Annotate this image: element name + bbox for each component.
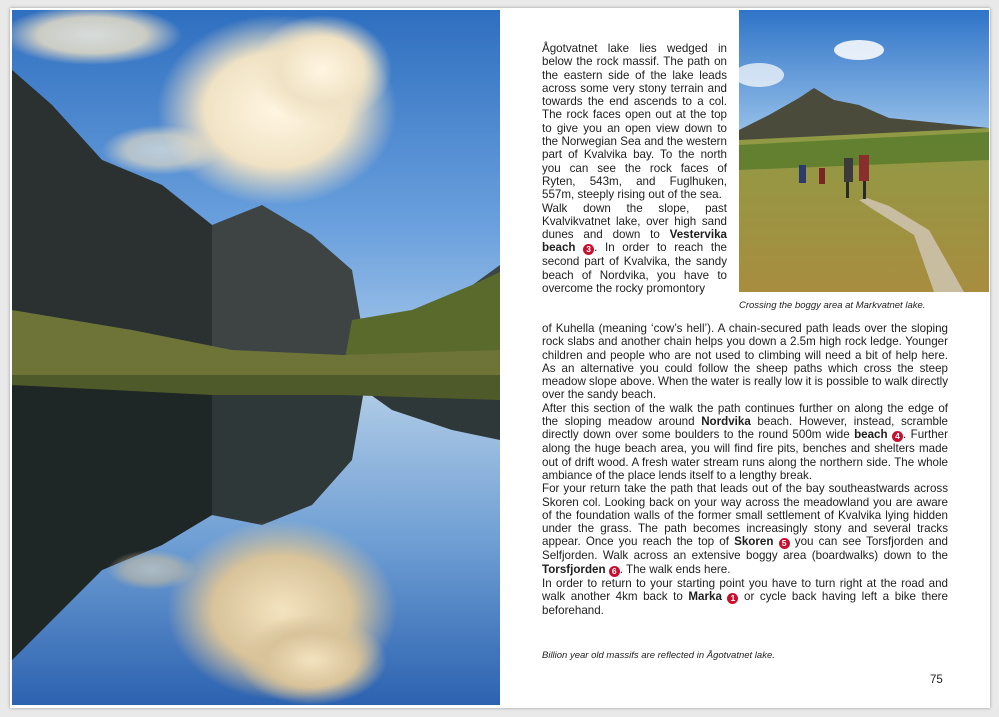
- paragraph-2: [542, 202, 727, 296]
- hikers-boardwalk-photo: [739, 10, 989, 292]
- paragraph-4: [542, 482, 948, 576]
- paragraph-1: Ågotvatnet lake lies wedged in below the rock massif. The path on the eastern side of the lake leads across some very stony terrain and towards the end ascends to a col. The rock faces open out at the top to give you an open view down to the Norwegian Sea and the western part of Kvalvika bay. To the north you can see the rock faces of Ryten, 543m, and Fuglhuken, 557m, steeply rising out of the sea.: [542, 42, 727, 202]
- photo-caption-top: Crossing the boggy area at Markvatnet lake.: [739, 300, 926, 311]
- lake-reflection-photo: [12, 10, 500, 705]
- body-text-narrow-column: [542, 42, 727, 295]
- waypoint-marker: 1: [727, 593, 738, 604]
- body-text-wide-column: [542, 322, 948, 617]
- photo-caption-bottom: Billion year old massifs are reflected in Ågotvatnet lake.: [542, 650, 775, 661]
- text-span: Walk down the slope, past Kvalvikvatnet lake, over high sand dunes and down to: [542, 201, 727, 242]
- place-name: Torsfjorden: [542, 562, 606, 576]
- place-name: Nordvika: [701, 415, 751, 429]
- place-name: Marka: [688, 590, 722, 604]
- waypoint-marker: 3: [583, 244, 594, 255]
- waypoint-marker: 5: [779, 538, 790, 549]
- text-span: or cycle back having left a bike there beforehand.: [542, 590, 948, 618]
- paragraph-3: [542, 402, 948, 482]
- text-span: After this section of the walk the path continues further on along the edge of the sloping meadow around: [542, 401, 948, 429]
- page-number: 75: [930, 674, 943, 686]
- text-span: In order to return to your starting point you have to turn right at the road and walk another 4km back to: [542, 576, 948, 604]
- text-span: . In order to reach the second part of Kvalvika, the sandy beach of Nordvika, you have to overcome the rocky promontory: [542, 241, 727, 296]
- place-name: Skoren: [734, 535, 774, 549]
- waypoint-marker: 4: [892, 431, 903, 442]
- text-span: beach. However, instead, scramble directly down over some boulders to the round 500m wide: [542, 415, 948, 442]
- text-span: . Further along the huge beach area, you will find fire pits, benches and shelters made out of drift wood. A fresh water stream runs along the northern side. The whole ambiance of the place lends itself to a lengthy break.: [542, 428, 948, 482]
- place-name: beach: [854, 428, 888, 442]
- waypoint-marker: 6: [609, 566, 620, 577]
- place-name: Vestervika beach: [542, 228, 727, 255]
- text-span: For your return take the path that leads out of the bay southeastwards across Skoren col. Looking back on your way across the meadowland you are aware of the foundation walls of the former small settlement of Kvalvika lying hidden under the grass. The path becomes increasingly stony and several tracks appear. Once you reach the top of: [542, 482, 948, 549]
- paragraph-5: [542, 577, 948, 618]
- text-span: . The walk ends here.: [619, 562, 731, 576]
- text-span: you can see Torsfjorden and Selfjorden. Walk across an extensive boggy area (boardwalks) down to the: [542, 535, 948, 563]
- paragraph-2-continued: of Kuhella (meaning ‘cow’s hell’). A chain-secured path leads over the sloping rock slabs and another chain helps you down a 2.5m high rock ledge. Younger children and people who are not used to climbing will need a bit of help here. As an alternative you could follow the sheep paths which cross the steep meadow slope above. When the water is really low it is possible to walk directly over the sandy beach.: [542, 322, 948, 402]
